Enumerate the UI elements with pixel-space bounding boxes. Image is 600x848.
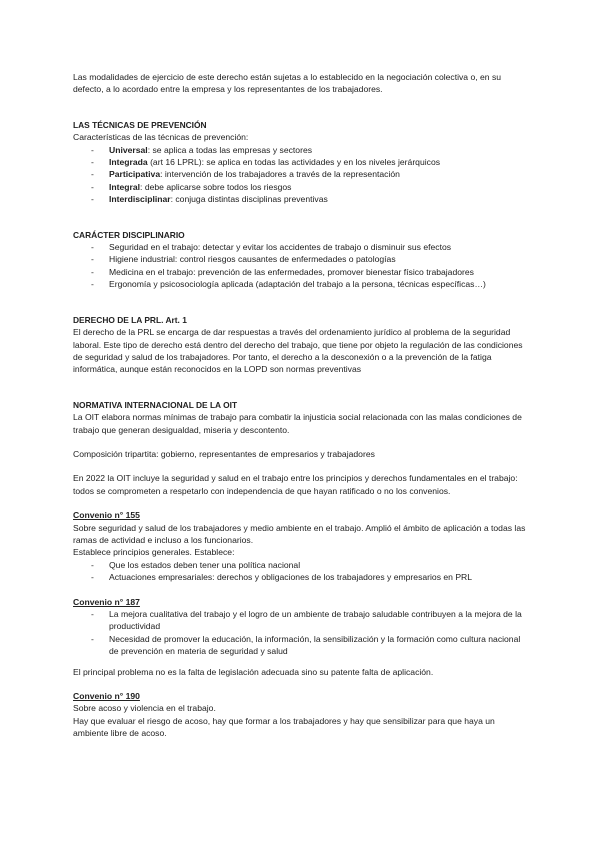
c187-paragraph: El principal problema no es la falta de legislación adecuada sino su patente falta de aplicación.: [73, 666, 434, 677]
heading-convenio-187: Convenio n° 187: [73, 596, 140, 607]
list-item: - Higiene industrial: control riesgos causantes de enfermedades o patologías: [91, 254, 396, 265]
section-heading-oit: NORMATIVA INTERNACIONAL DE LA OIT: [73, 399, 238, 410]
c190-paragraph-2: Hay que evaluar el riesgo de acoso, hay que formar a los trabajadores y hay que sensibilizar para que haya un ambiente libre de acoso.: [73, 715, 495, 739]
list-item: - Que los estados deben tener una política nacional: [91, 559, 301, 570]
list-item: - Integrada (art 16 LPRL): se aplica en todas las actividades y en los niveles jerárquicos: [91, 157, 441, 168]
oit-paragraph-2: Composición tripartita: gobierno, representantes de empresarios y trabajadores: [73, 448, 375, 459]
list-item: - Actuaciones empresariales: derechos y obligaciones de los trabajadores y empresarios en PRL: [91, 572, 473, 583]
c155-paragraph-2: Establece principios generales. Establece:: [73, 547, 235, 558]
derecho-paragraph: El derecho de la PRL se encarga de dar respuestas a través del ordenamiento jurídico al problema de la seguridad laboral. Este tipo de derecho está dentro del derecho del trabajo, que tiene por objeto la regulación de las condiciones de seguridad y salud de los trabajadores. Por tanto, el derecho a la desconexión o a la prevención de la fatiga informática, aunque están reconocidos en la LOPD son normas preventivas: [73, 327, 523, 375]
list-item: - La mejora cualitativa del trabajo y el logro de un ambiente de trabajo saludable contribuyen a la mejora de la productividad: [91, 609, 522, 632]
oit-paragraph-3: En 2022 la OIT incluye la seguridad y salud en el trabajo entre los principios y derechos fundamentales en el trabajo: todos se comprometen a respetarlo con independencia de que hayan ratificado o no los convenios.: [73, 473, 518, 496]
document-page: [73, 71, 528, 740]
heading-convenio-155: Convenio n° 155: [73, 510, 140, 521]
c190-paragraph-1: Sobre acoso y violencia en el trabajo.: [73, 703, 216, 714]
disciplinario-list: [73, 241, 528, 291]
section-heading-tecnicas: LAS TÉCNICAS DE PREVENCIÓN: [73, 119, 207, 130]
oit-paragraph-1: La OIT elabora normas mínimas de trabajo para combatir la injusticia social relacionada con las malas condiciones de trabajo que generan desigualdad, miseria y descontento.: [73, 412, 522, 435]
list-item: - Participativa: intervención de los trabajadores a través de la representación: [91, 169, 400, 180]
list-item: - Necesidad de promover la educación, la información, la sensibilización y la formación como cultura nacional de prevención en materia de seguridad y salud: [91, 633, 521, 657]
tecnicas-lead: Características de las técnicas de prevención:: [73, 132, 249, 143]
heading-convenio-190: Convenio n° 190: [73, 691, 140, 702]
intro-paragraph: Las modalidades de ejercicio de este derecho están sujetas a lo establecido en la negociación colectiva o, en su defecto, a lo acordado entre la empresa y los representantes de los trabajadores.: [73, 72, 502, 95]
section-heading-derecho: DERECHO DE LA PRL. Art. 1: [73, 314, 187, 325]
c187-list: [73, 608, 528, 658]
tecnicas-list: [73, 144, 528, 206]
section-heading-disciplinario: CARÁCTER DISCIPLINARIO: [73, 229, 185, 240]
c155-list: [73, 559, 528, 584]
list-item: - Ergonomía y psicosociología aplicada (adaptación del trabajo a la persona, técnicas específicas…): [91, 279, 486, 290]
c155-paragraph-1: Sobre seguridad y salud de los trabajadores y medio ambiente en el trabajo. Amplió el ámbito de aplicación a todas las ramas de actividad e incluso a los funcionarios.: [73, 522, 526, 545]
list-item: - Universal: se aplica a todas las empresas y sectores: [91, 144, 313, 155]
list-item: - Seguridad en el trabajo: detectar y evitar los accidentes de trabajo o disminuir sus efectos: [91, 242, 452, 253]
list-item: - Medicina en el trabajo: prevención de las enfermedades, promover bienestar físico trabajadores: [91, 266, 474, 277]
list-item: - Interdisciplinar: conjuga distintas disciplinas preventivas: [91, 194, 328, 205]
list-item: - Integral: debe aplicarse sobre todos los riesgos: [91, 181, 292, 192]
